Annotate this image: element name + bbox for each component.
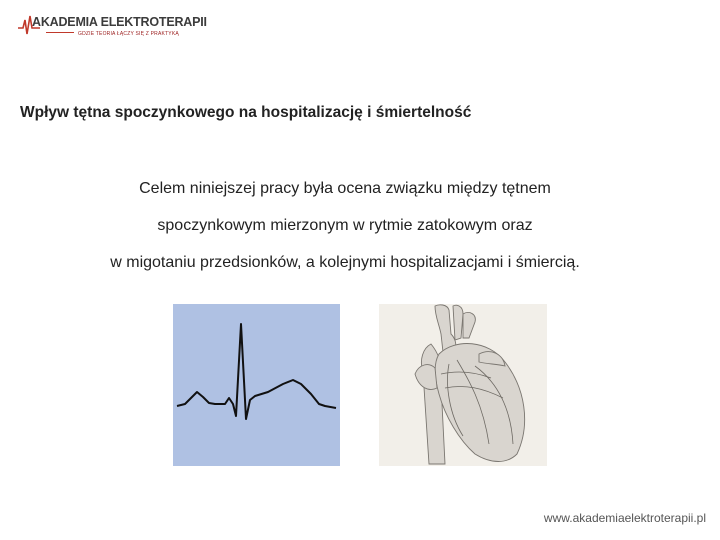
body-line: spoczynkowym mierzonym w rytmie zatokowym oraz — [157, 217, 533, 234]
slide-body — [0, 170, 690, 281]
ecg-trace-icon — [173, 304, 340, 466]
logo-name: AKADEMIA ELEKTROTERAPII — [32, 15, 207, 29]
body-line: w migotaniu przedsionków, a kolejnymi hospitalizacjami i śmiercią. — [110, 254, 580, 271]
heart-image — [379, 304, 547, 466]
body-line: Celem niniejszej pracy była ocena związku między tętnem — [139, 180, 551, 197]
heart-anatomy-icon — [379, 304, 547, 466]
footer-url[interactable]: www.akademiaelektroterapii.pl — [543, 511, 706, 525]
slide-title: Wpływ tętna spoczynkowego na hospitalizację i śmiertelność — [20, 104, 472, 121]
logo-rule — [46, 32, 74, 33]
logo-tagline: GDZIE TEORIA ŁĄCZY SIĘ Z PRAKTYKĄ — [78, 31, 179, 37]
brand-logo[interactable] — [18, 12, 207, 42]
ecg-image — [173, 304, 340, 466]
